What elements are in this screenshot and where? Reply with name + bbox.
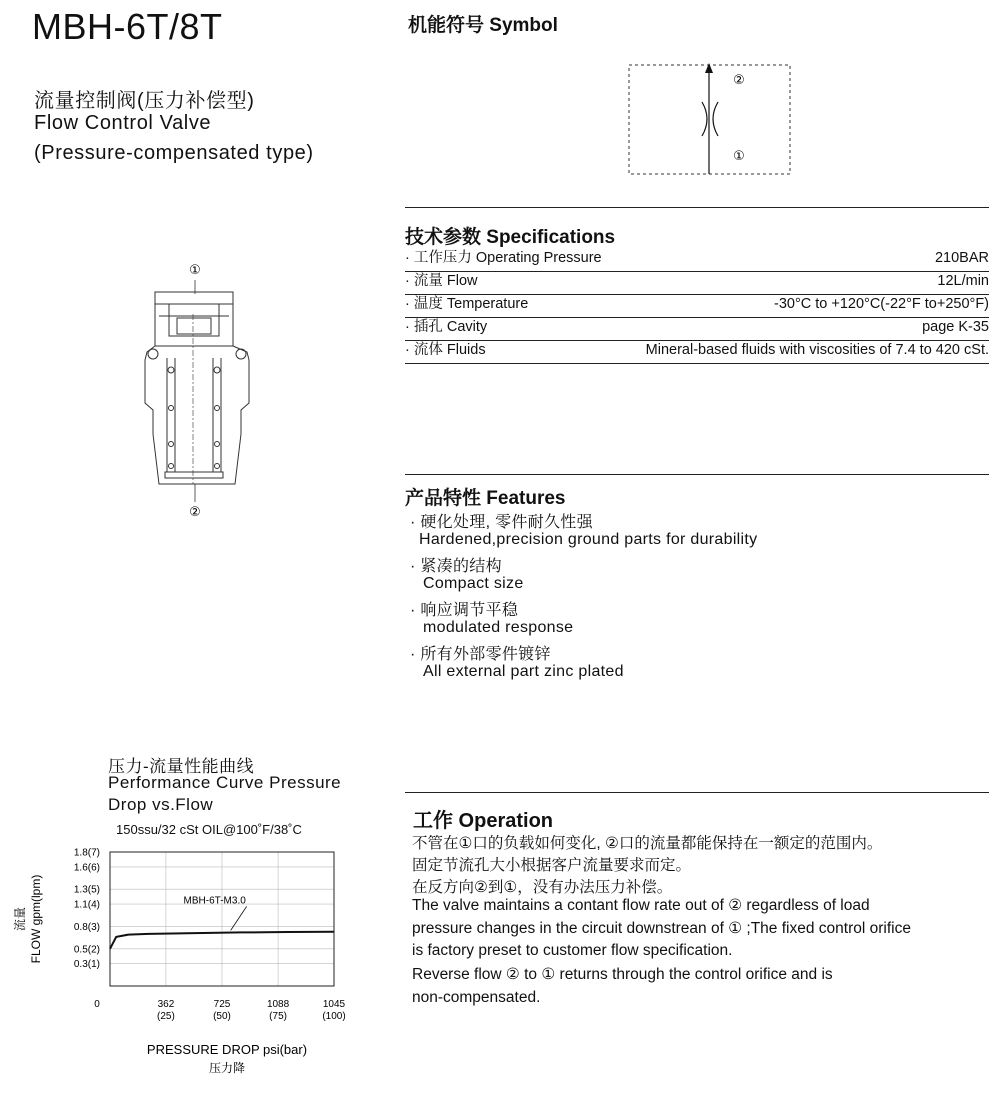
spec-label: · 温度 Temperature	[405, 296, 529, 312]
feature-item-cn: · 响应调节平稳	[410, 602, 519, 619]
y-axis-label: FLOW gpm(lpm)	[29, 874, 43, 964]
hydraulic-symbol	[620, 58, 800, 180]
spec-label: · 工作压力 Operating Pressure	[405, 250, 602, 266]
spec-row-cavity	[405, 317, 989, 341]
spec-row-temperature	[405, 294, 989, 318]
y-tick-label: 1.3(5)	[73, 884, 100, 896]
spec-value: 210BAR	[934, 250, 989, 266]
chart-condition: 150ssu/32 cSt OIL@100˚F/38˚C	[116, 822, 302, 837]
specifications-heading: 技术参数 Specifications	[405, 227, 616, 248]
operation-text-line: 不管在①口的负载如何变化, ②口的流量都能保持在一额定的范围内。	[412, 835, 883, 852]
feature-item-cn: · 紧凑的结构	[410, 558, 502, 575]
symbol-port-1: ①	[733, 148, 745, 163]
operation-text-line: is factory preset to customer flow specification.	[412, 942, 733, 959]
operation-text-line: pressure changes in the circuit downstrean of ① ;The fixed control orifice	[412, 920, 911, 937]
y-tick-label: 1.1(4)	[73, 899, 100, 911]
product-title-en-type: (Pressure-compensated type)	[34, 142, 314, 164]
y-tick-label: 1.6(6)	[73, 862, 100, 874]
y-tick-label: 0.8(3)	[73, 921, 100, 933]
x-axis-label-cn: 压力降	[208, 1061, 246, 1075]
y-tick-label: 1.8(7)	[73, 847, 100, 859]
spec-value: page K-35	[922, 319, 989, 335]
spec-value: 12L/min	[937, 273, 989, 289]
x-tick-label: 725	[213, 999, 231, 1010]
spec-divider	[405, 207, 989, 208]
features-divider	[405, 474, 989, 475]
feature-item-en: All external part zinc plated	[423, 663, 624, 680]
x-tick-sublabel: (100)	[322, 1011, 346, 1022]
spec-label: · 流体 Fluids	[405, 342, 486, 358]
performance-title-en: Performance Curve Pressure	[108, 773, 342, 792]
symbol-port-2: ②	[733, 72, 745, 87]
spec-label: · 流量 Flow	[405, 273, 478, 289]
x-tick-labels	[157, 999, 346, 1022]
y-axis-label-cn: 流量	[13, 906, 27, 932]
operation-divider	[405, 792, 989, 793]
feature-item-cn: · 硬化处理, 零件耐久性强	[410, 514, 593, 531]
x-tick-sublabel: (25)	[157, 1011, 175, 1022]
y-tick-labels	[74, 848, 100, 971]
feature-item-en: Compact size	[423, 575, 524, 592]
feature-item-en: modulated response	[423, 619, 574, 636]
spec-value: Mineral-based fluids with viscosities of 7.4 to 420 cSt.	[645, 342, 989, 358]
x-tick-label: 1088	[266, 999, 290, 1010]
feature-item-cn: · 所有外部零件镀锌	[410, 646, 551, 663]
section-port-1: ①	[189, 262, 201, 277]
x-tick-sublabel: (75)	[269, 1011, 287, 1022]
spec-row-pressure	[405, 248, 989, 272]
performance-title-en-2: Drop vs.Flow	[108, 795, 214, 814]
orifice-left-icon	[702, 102, 707, 136]
chart-grid	[110, 852, 334, 986]
x-axis-label: PRESSURE DROP psi(bar)	[146, 1042, 308, 1057]
y-tick-label: 0.5(2)	[73, 944, 100, 956]
x-tick-sublabel: (50)	[213, 1011, 231, 1022]
spec-row-fluids	[405, 340, 989, 364]
valve-cross-section	[125, 258, 275, 523]
spec-label: · 插孔 Cavity	[405, 319, 488, 335]
operation-heading: 工作 Operation	[413, 810, 554, 832]
flow-arrow-icon	[705, 63, 713, 73]
x-origin-label: 0	[94, 999, 100, 1010]
section-port-2: ②	[189, 504, 201, 519]
product-title-en: Flow Control Valve	[34, 112, 212, 134]
operation-text-line: The valve maintains a contant flow rate out of ② regardless of load	[412, 897, 870, 914]
performance-title-cn: 压力-流量性能曲线	[108, 757, 255, 776]
operation-text-line: non-compensated.	[412, 989, 541, 1006]
product-title-cn: 流量控制阀(压力补偿型)	[34, 90, 255, 112]
performance-chart	[0, 838, 400, 1083]
symbol-heading: 机能符号 Symbol	[408, 15, 558, 36]
features-heading: 产品特性 Features	[405, 488, 566, 509]
x-tick-label: 1045	[322, 999, 346, 1010]
spec-value: -30°C to +120°C(-22°F to+250°F)	[773, 296, 989, 312]
model-number: MBH-6T/8T	[32, 6, 223, 47]
spec-row-flow	[405, 271, 989, 295]
operation-text-line: 在反方向②到①，没有办法压力补偿。	[412, 879, 673, 896]
operation-text-line: 固定节流孔大小根据客户流量要求而定。	[412, 857, 692, 874]
operation-text-line: Reverse flow ② to ① returns through the control orifice and is	[412, 966, 833, 983]
annotation-leader	[231, 906, 247, 930]
feature-item-en: Hardened,precision ground parts for durability	[419, 531, 758, 548]
x-tick-label: 362	[157, 999, 175, 1010]
orifice-right-icon	[713, 102, 718, 136]
series-annotation: MBH-6T-M3.0	[183, 895, 246, 907]
y-tick-label: 0.3(1)	[73, 959, 100, 971]
